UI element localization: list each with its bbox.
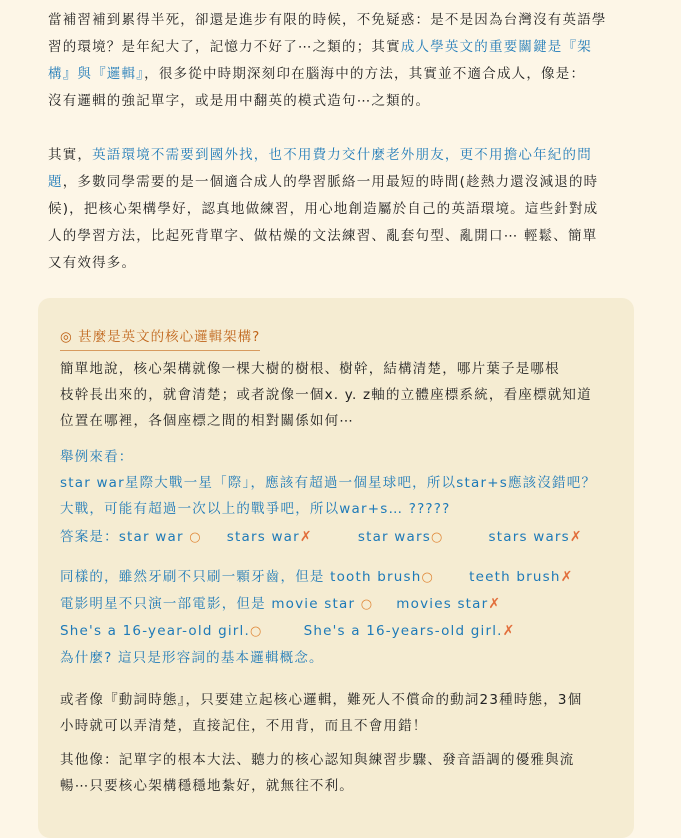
second-paragraph bbox=[48, 142, 636, 277]
example-line bbox=[60, 591, 630, 618]
highlight-text: 成人學英文的重要關鍵是『架 bbox=[400, 39, 592, 55]
answer-label: 答案是： bbox=[60, 529, 119, 545]
text: 同樣的，雖然牙刷不只刷一顆牙齒，但是 bbox=[60, 569, 325, 585]
wrong-mark-icon: ✗ bbox=[488, 596, 502, 612]
answer-option: movie star bbox=[271, 596, 356, 612]
text-line: 暢⋯只要核心架構穩穩地紮好，就無往不利。 bbox=[60, 778, 354, 794]
correct-mark-icon: ○ bbox=[250, 624, 263, 639]
text: 其實， bbox=[48, 147, 93, 163]
highlight-text: 構』與『邏輯』 bbox=[48, 66, 145, 82]
text-line: 沒有邏輯的強記單字，或是用中翻英的模式造句⋯之類的。 bbox=[48, 93, 431, 109]
text-line bbox=[48, 169, 636, 196]
other-paragraph bbox=[60, 747, 620, 799]
wrong-mark-icon: ✗ bbox=[299, 529, 313, 545]
tense-paragraph bbox=[60, 687, 620, 739]
answer-line bbox=[60, 524, 630, 551]
wrong-mark-icon: ✗ bbox=[569, 529, 583, 545]
text-line: 候)，把核心架構學好，認真地做練習，用心地創造屬於自己的英語環境。這些針對成 bbox=[48, 201, 599, 217]
text-line bbox=[48, 61, 636, 88]
text-line: 其他像：記單字的根本大法、聽力的核心認知與練習步驟、發音語調的優雅與流 bbox=[60, 752, 575, 768]
correct-mark-icon: ○ bbox=[189, 530, 202, 545]
text-line: 簡單地說，核心架構就像一棵大樹的樹根、樹幹，結構清楚，哪片葉子是哪根 bbox=[60, 361, 560, 377]
example-line: 為什麼? 這只是形容詞的基本邏輯概念。 bbox=[60, 650, 324, 666]
text-line: 又有效得多。 bbox=[48, 255, 137, 271]
text: 習的環境？是年紀大了，記憶力不好了⋯之類的；其實 bbox=[48, 39, 401, 55]
box-heading: ◎ 甚麼是英文的核心邏輯架構? bbox=[60, 326, 260, 351]
answer-option: movies star bbox=[396, 596, 489, 612]
wrong-mark-icon: ✗ bbox=[560, 569, 574, 585]
box-intro bbox=[60, 356, 620, 434]
correct-mark-icon: ○ bbox=[360, 597, 374, 612]
answer-option: teeth brush bbox=[469, 569, 561, 585]
wrong-mark-icon: ✗ bbox=[502, 623, 516, 639]
intro-paragraph bbox=[48, 7, 636, 115]
example-line: star war星際大戰一星「際」，應該有超過一個星球吧，所以star+s應該沒錯吧？ bbox=[60, 475, 597, 491]
text: ，很多從中時期深刻印在腦海中的方法，其實並不適合成人，像是： bbox=[144, 66, 586, 82]
answer-option: star war bbox=[118, 529, 184, 545]
text-line: 或者像『動詞時態』，只要建立起核心邏輯，難死人不償命的動詞23種時態，3個 bbox=[60, 692, 583, 708]
answer-option: star wars bbox=[357, 529, 431, 545]
example-line: 大戰，可能有超過一次以上的戰爭吧，所以war+s… ????? bbox=[60, 501, 451, 517]
answer-option: tooth brush bbox=[330, 569, 422, 585]
example-line bbox=[60, 564, 630, 591]
text-line bbox=[48, 142, 636, 169]
example-line bbox=[60, 618, 630, 645]
highlight-text: 英語環境不需要到國外找，也不用費力交什麼老外朋友，更不用擔心年紀的問 bbox=[92, 147, 592, 163]
answer-option: stars wars bbox=[488, 529, 570, 545]
correct-mark-icon: ○ bbox=[421, 570, 435, 585]
text-line bbox=[48, 34, 636, 61]
highlight-text: 題 bbox=[48, 174, 63, 190]
text-line: 枝幹長出來的，就會清楚；或者說像一個x. y. z軸的立體座標系統，看座標就知道 bbox=[60, 387, 592, 403]
text-line: 小時就可以弄清楚，直接記住，不用背，而且不會用錯！ bbox=[60, 718, 428, 734]
text-line: 當補習補到累得半死，卻還是進步有限的時候，不免疑惑：是不是因為台灣沒有英語學 bbox=[48, 12, 607, 28]
correct-mark-icon: ○ bbox=[430, 530, 444, 545]
text-line: 位置在哪裡，各個座標之間的相對關係如何⋯ bbox=[60, 413, 354, 429]
text-line: 人的學習方法，比起死背單字、做枯燥的文法練習、亂套句型、亂開口⋯ 輕鬆、簡單 bbox=[48, 228, 598, 244]
example-label: 舉例來看： bbox=[60, 449, 134, 465]
answer-option: She's a 16-year-old girl. bbox=[60, 623, 251, 639]
answer-option: She's a 16-years-old girl. bbox=[303, 623, 503, 639]
answer-option: stars war bbox=[226, 529, 300, 545]
text: 電影明星不只演一部電影，但是 bbox=[60, 596, 266, 612]
text: ，多數同學需要的是一個適合成人的學習脈絡一用最短的時間(趁熱力還沒減退的時 bbox=[62, 174, 599, 190]
